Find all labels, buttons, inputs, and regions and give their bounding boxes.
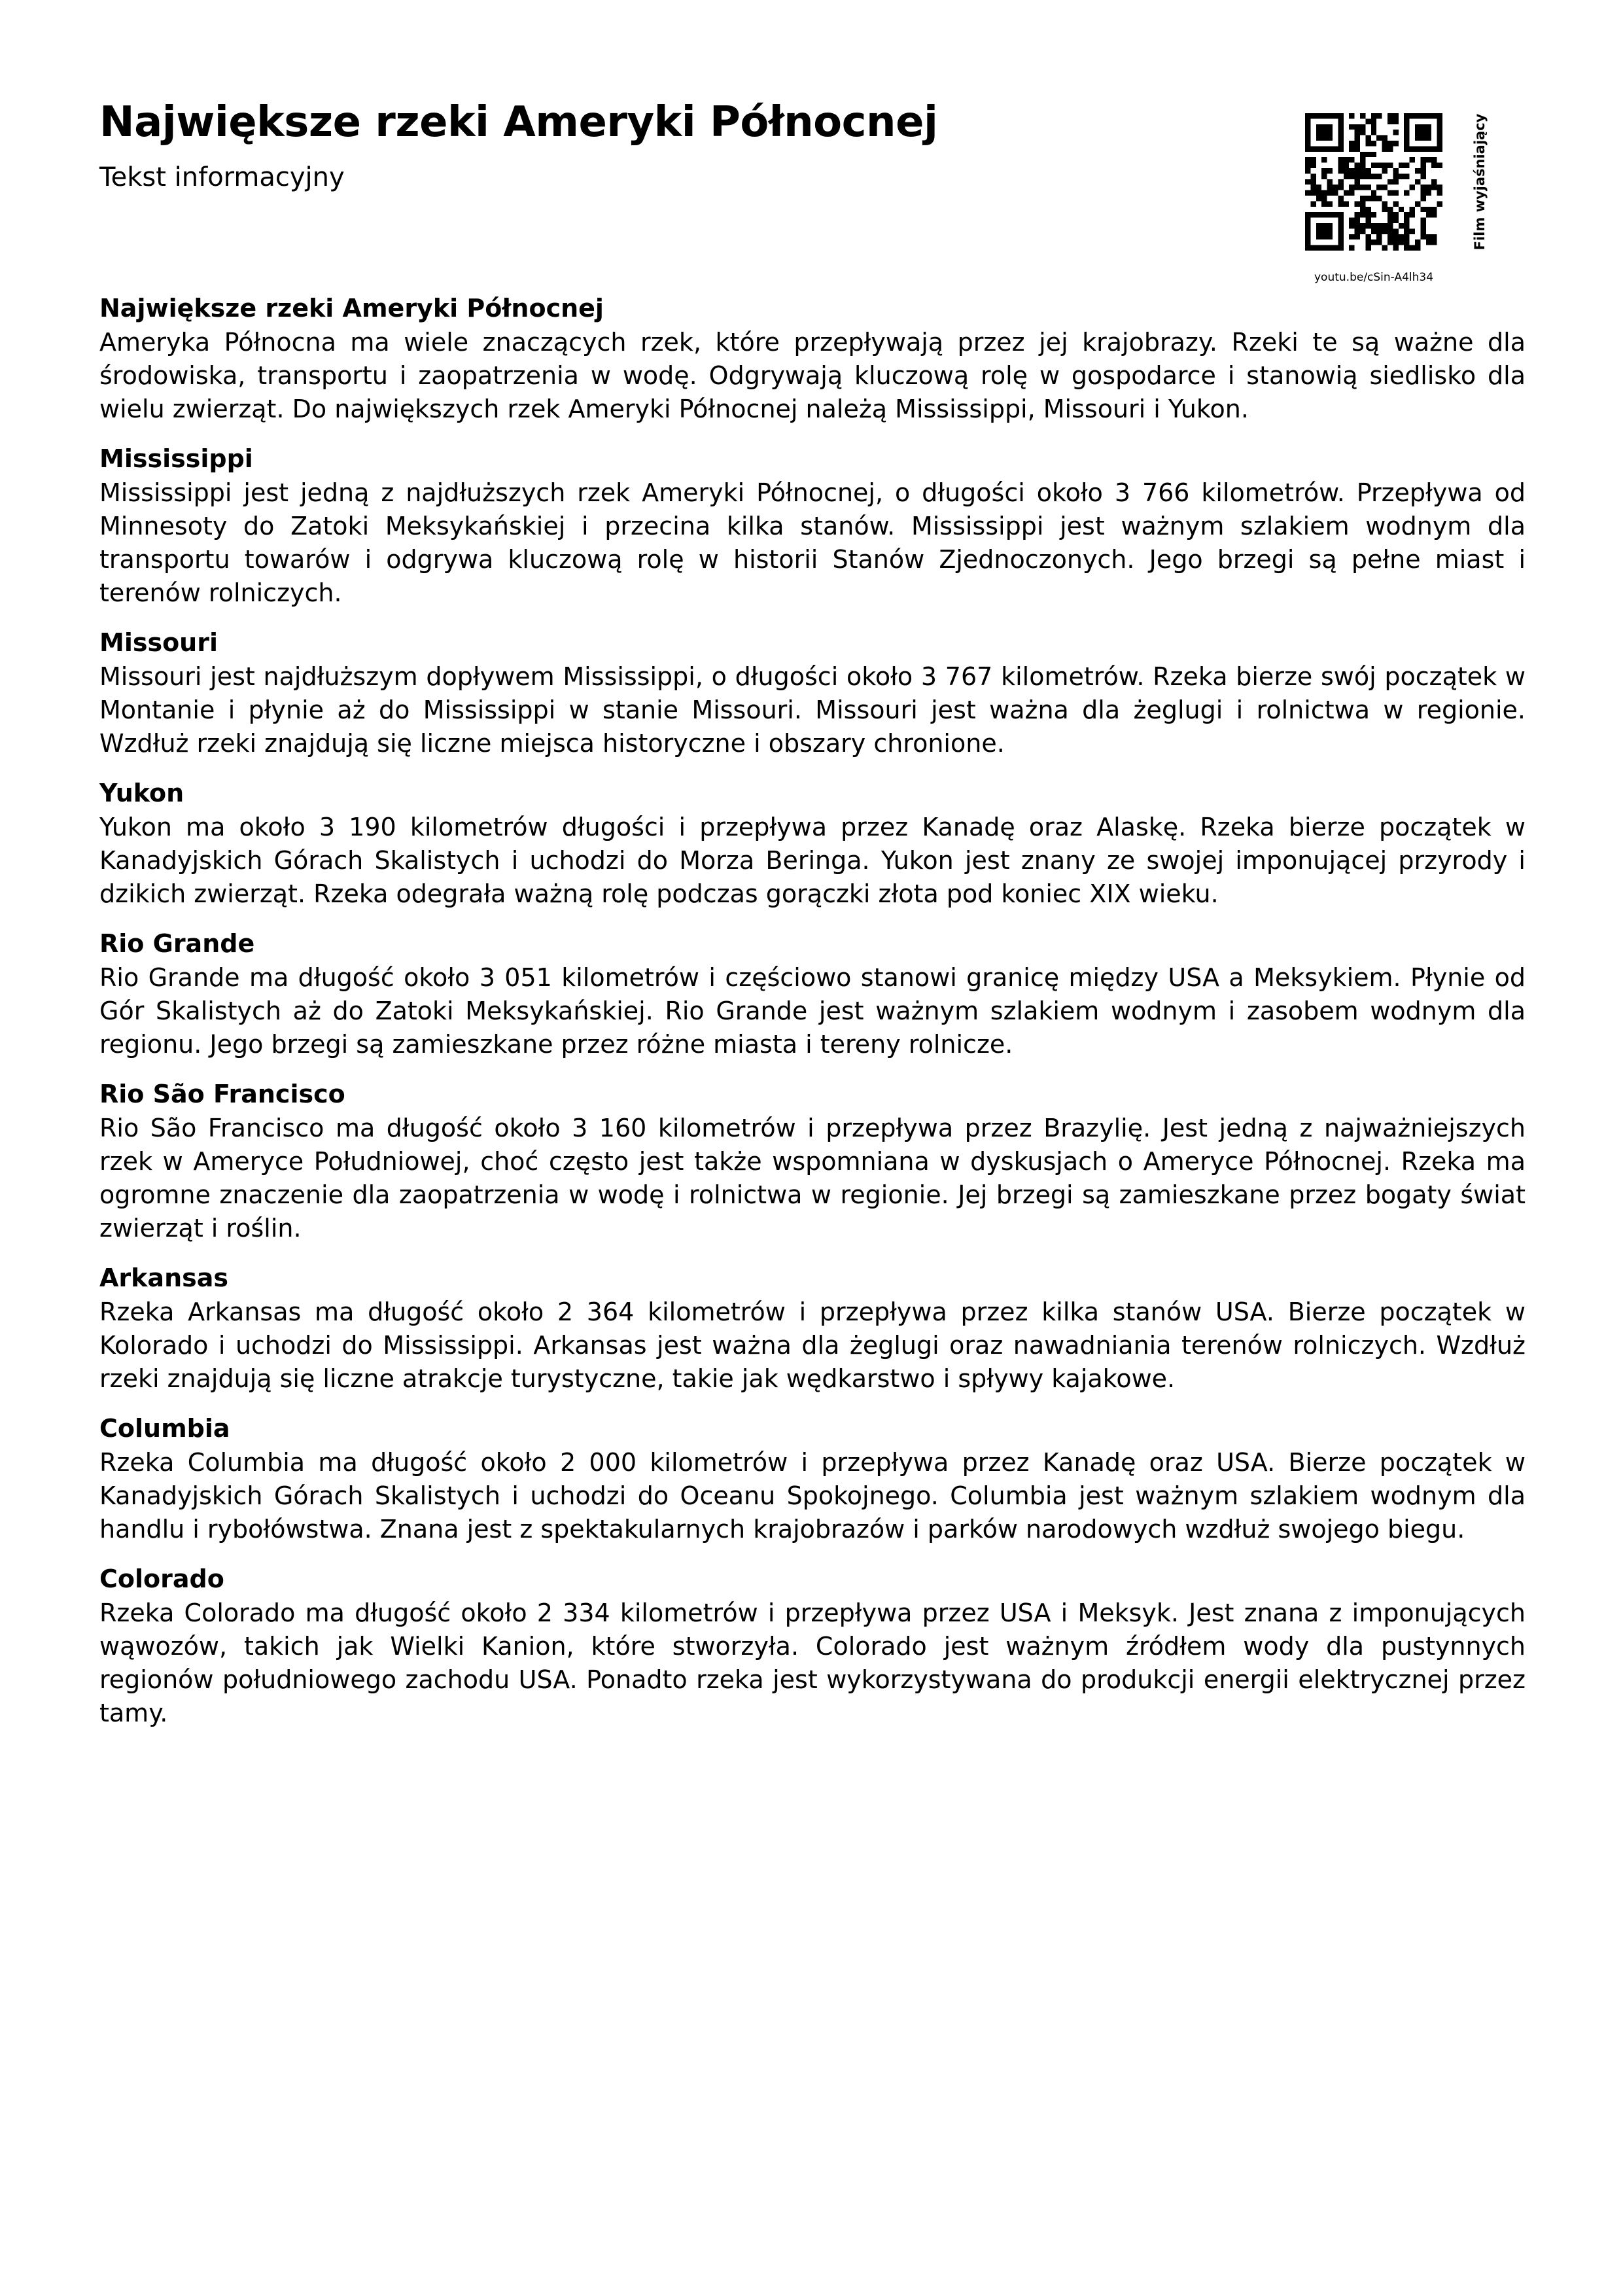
- section-heading: Missouri: [99, 628, 218, 657]
- video-link[interactable]: youtu.be/cSin-A4lh34: [1314, 271, 1434, 284]
- video-label: Film wyjaśniający: [1472, 113, 1488, 251]
- section-body: Ameryka Północna ma wiele znaczących rzek, które przepływają przez jej krajobrazy. Rzeki te są ważne dla środowiska, transportu i zaopatrzenia w wodę. Odgrywają kluczową rolę w gospodarce i stanowią siedlisko dla wielu zwierząt. Do największych rzek Ameryki Północnej należą Mississippi, Missouri i Yukon.: [99, 328, 1526, 423]
- section-body: Yukon ma około 3 190 kilometrów długości i przepływa przez Kanadę oraz Alaskę. Rzeka bierze początek w Kanadyjskich Górach Skalistych i uchodzi do Morza Beringa. Yukon jest znany ze swojej imponującej przyrody i dzikich zwierząt. Rzeka odegrała ważną rolę podczas gorączki złota pod koniec XIX wieku.: [99, 813, 1526, 908]
- page-title: Największe rzeki Ameryki Północnej: [99, 98, 938, 147]
- section-body: Rio São Francisco ma długość około 3 160 kilometrów i przepływa przez Brazylię. Jest jedną z najważniejszych rzek w Ameryce Południowej, choć często jest także wspomniana w dyskusjach o Ameryce Północnej. Rzeka ma ogromne znaczenie dla zaopatrzenia w wodę i rolnictwa w regionie. Jej brzegi są zamieszkane przez bogaty świat zwierząt i roślin.: [99, 1114, 1526, 1243]
- section-intro: [99, 291, 1526, 426]
- section-heading: Mississippi: [99, 444, 253, 473]
- section-body: Rzeka Columbia ma długość około 2 000 kilometrów i przepływa przez Kanadę oraz USA. Bierze początek w Kanadyjskich Górach Skalistych i uchodzi do Oceanu Spokojnego. Columbia jest ważnym szlakiem wodnym dla handlu i rybołówstwa. Znana jest z spektakularnych krajobrazów i parków narodowych wzdłuż swojego biegu.: [99, 1448, 1526, 1544]
- section-rio-grande: [99, 927, 1526, 1061]
- page-subtitle: Tekst informacyjny: [99, 162, 345, 192]
- section-colorado: [99, 1562, 1526, 1730]
- section-body: Rzeka Arkansas ma długość około 2 364 kilometrów i przepływa przez kilka stanów USA. Bierze początek w Kolorado i uchodzi do Mississippi. Arkansas jest ważna dla żeglugi oraz nawadniania terenów rolniczych. Wzdłuż rzeki znajdują się liczne atrakcje turystyczne, takie jak wędkarstwo i spływy kajakowe.: [99, 1298, 1526, 1393]
- section-arkansas: [99, 1261, 1526, 1396]
- section-missouri: [99, 626, 1526, 760]
- section-heading: Rio São Francisco: [99, 1080, 345, 1108]
- section-columbia: [99, 1411, 1526, 1546]
- section-mississippi: [99, 442, 1526, 610]
- section-heading: Największe rzeki Ameryki Północnej: [99, 294, 604, 323]
- section-body: Rzeka Colorado ma długość około 2 334 kilometrów i przepływa przez USA i Meksyk. Jest znana z imponujących wąwozów, takich jak Wielki Kanion, które stworzyła. Colorado jest ważnym źródłem wody dla pustynnych regionów południowego zachodu USA. Ponadto rzeka jest wykorzystywana do produkcji energii elektrycznej przez tamy.: [99, 1598, 1526, 1727]
- section-rio-sao-francisco: [99, 1077, 1526, 1245]
- qr-code-icon[interactable]: [1305, 113, 1442, 251]
- section-body: Rio Grande ma długość około 3 051 kilometrów i częściowo stanowi granicę między USA a Meksykiem. Płynie od Gór Skalistych aż do Zatoki Meksykańskiej. Rio Grande jest ważnym szlakiem wodnym i zasobem wodnym dla regionu. Jego brzegi są zamieszkane przez różne miasta i tereny rolnicze.: [99, 963, 1526, 1059]
- section-yukon: [99, 776, 1526, 911]
- section-heading: Columbia: [99, 1414, 230, 1443]
- section-heading: Arkansas: [99, 1263, 228, 1292]
- section-heading: Colorado: [99, 1564, 224, 1593]
- section-body: Mississippi jest jedną z najdłuższych rzek Ameryki Północnej, o długości około 3 766 kilometrów. Przepływa od Minnesoty do Zatoki Meksykańskiej i przecina kilka stanów. Mississippi jest ważnym szlakiem wodnym dla transportu towarów i odgrywa kluczową rolę w historii Stanów Zjednoczonych. Jego brzegi są pełne miast i terenów rolniczych.: [99, 478, 1526, 607]
- section-heading: Rio Grande: [99, 929, 255, 958]
- section-body: Missouri jest najdłuższym dopływem Mississippi, o długości około 3 767 kilometrów. Rzeka bierze swój początek w Montanie i płynie aż do Mississippi w stanie Missouri. Missouri jest ważna dla żeglugi i rolnictwa w regionie. Wzdłuż rzeki znajdują się liczne miejsca historyczne i obszary chronione.: [99, 662, 1526, 758]
- article: [99, 291, 1526, 1746]
- section-heading: Yukon: [99, 779, 184, 807]
